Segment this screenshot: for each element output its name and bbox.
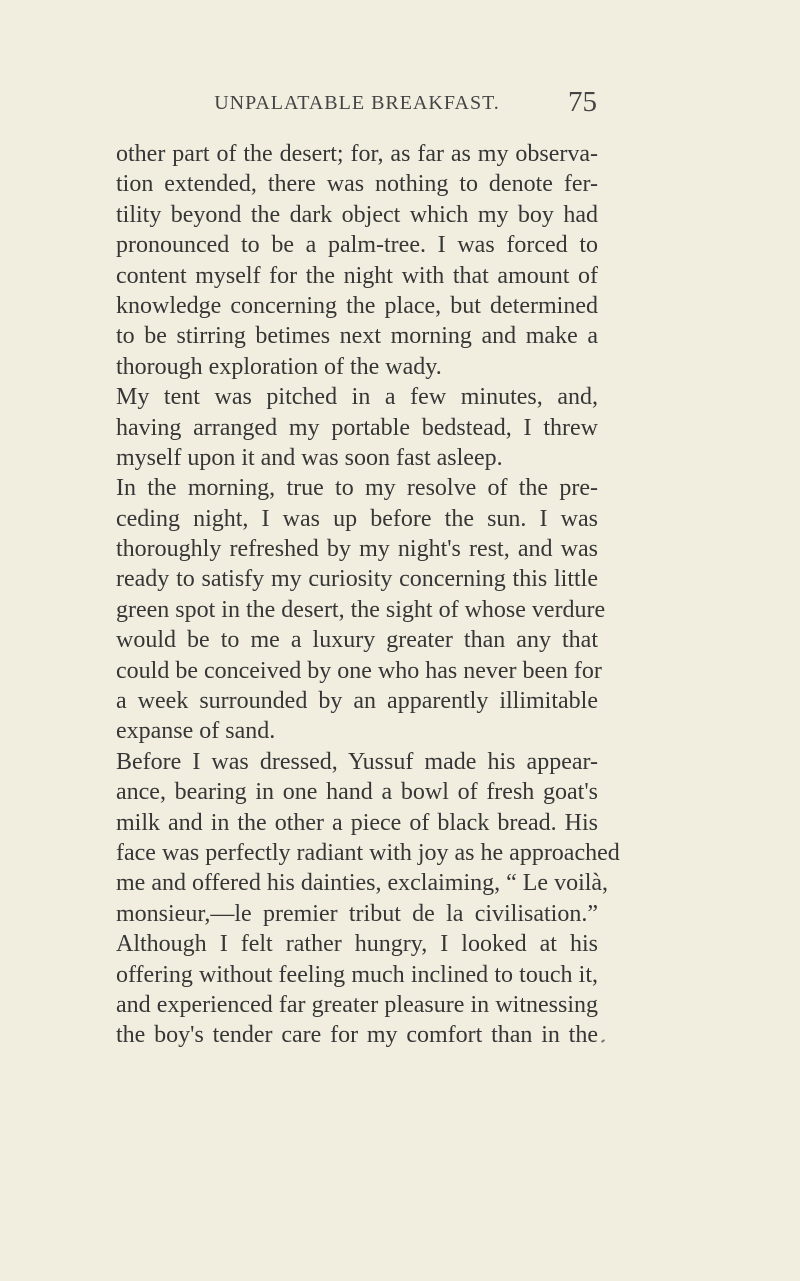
text-line: having arranged my portable bedstead, I threw: [116, 414, 598, 441]
text-line: myself upon it and was soon fast asleep.: [116, 444, 503, 471]
text-line: In the morning, true to my resolve of the pre-: [116, 475, 598, 502]
text-line: monsieur,—le premier tribut de la civilisation.”: [116, 900, 598, 927]
text-line: face was perfectly radiant with joy as he approached: [116, 839, 620, 866]
body-text: [116, 139, 620, 1051]
text-line: My tent was pitched in a few minutes, and,: [116, 384, 598, 411]
text-line: milk and in the other a piece of black bread. His: [116, 809, 598, 836]
text-line: a week surrounded by an apparently illimitable: [116, 688, 598, 715]
text-line: ceding night, I was up before the sun. I was: [116, 505, 598, 532]
text-line: offering without feeling much inclined to touch it,: [116, 961, 598, 988]
text-line: could be conceived by one who has never been for: [116, 657, 602, 684]
text-line: to be stirring betimes next morning and make a: [116, 323, 598, 350]
page-number: 75: [568, 86, 597, 118]
paper-speck: [601, 1039, 605, 1043]
running-title: UNPALATABLE BREAKFAST.: [214, 92, 500, 114]
text-line: would be to me a luxury greater than any that: [116, 627, 598, 654]
text-line: Before I was dressed, Yussuf made his appear-: [116, 748, 598, 775]
text-line: green spot in the desert, the sight of whose verdure: [116, 596, 606, 623]
running-head: [117, 86, 597, 128]
text-line: other part of the desert; for, as far as my observa-: [116, 141, 598, 167]
text-line: ance, bearing in one hand a bowl of fresh goat's: [116, 779, 598, 806]
text-line: ready to satisfy my curiosity concerning this little: [116, 566, 598, 593]
text-line: and experienced far greater pleasure in witnessing: [116, 991, 598, 1018]
text-line: the boy's tender care for my comfort than in the: [116, 1022, 598, 1049]
text-line: content myself for the night with that amount of: [116, 262, 598, 289]
text-line: Although I felt rather hungry, I looked at his: [116, 931, 598, 958]
text-line: knowledge concerning the place, but determined: [116, 292, 598, 319]
text-line: thorough exploration of the wady.: [116, 353, 442, 380]
text-line: expanse of sand.: [116, 718, 276, 745]
text-line: thoroughly refreshed by my night's rest, and was: [116, 536, 598, 563]
text-line: pronounced to be a palm-tree. I was forced to: [116, 232, 598, 259]
text-line: me and offered his dainties, exclaiming, “ Le voilà,: [116, 870, 609, 897]
text-line: tion extended, there was nothing to denote fer-: [116, 171, 598, 198]
text-line: tility beyond the dark object which my boy had: [116, 201, 598, 228]
